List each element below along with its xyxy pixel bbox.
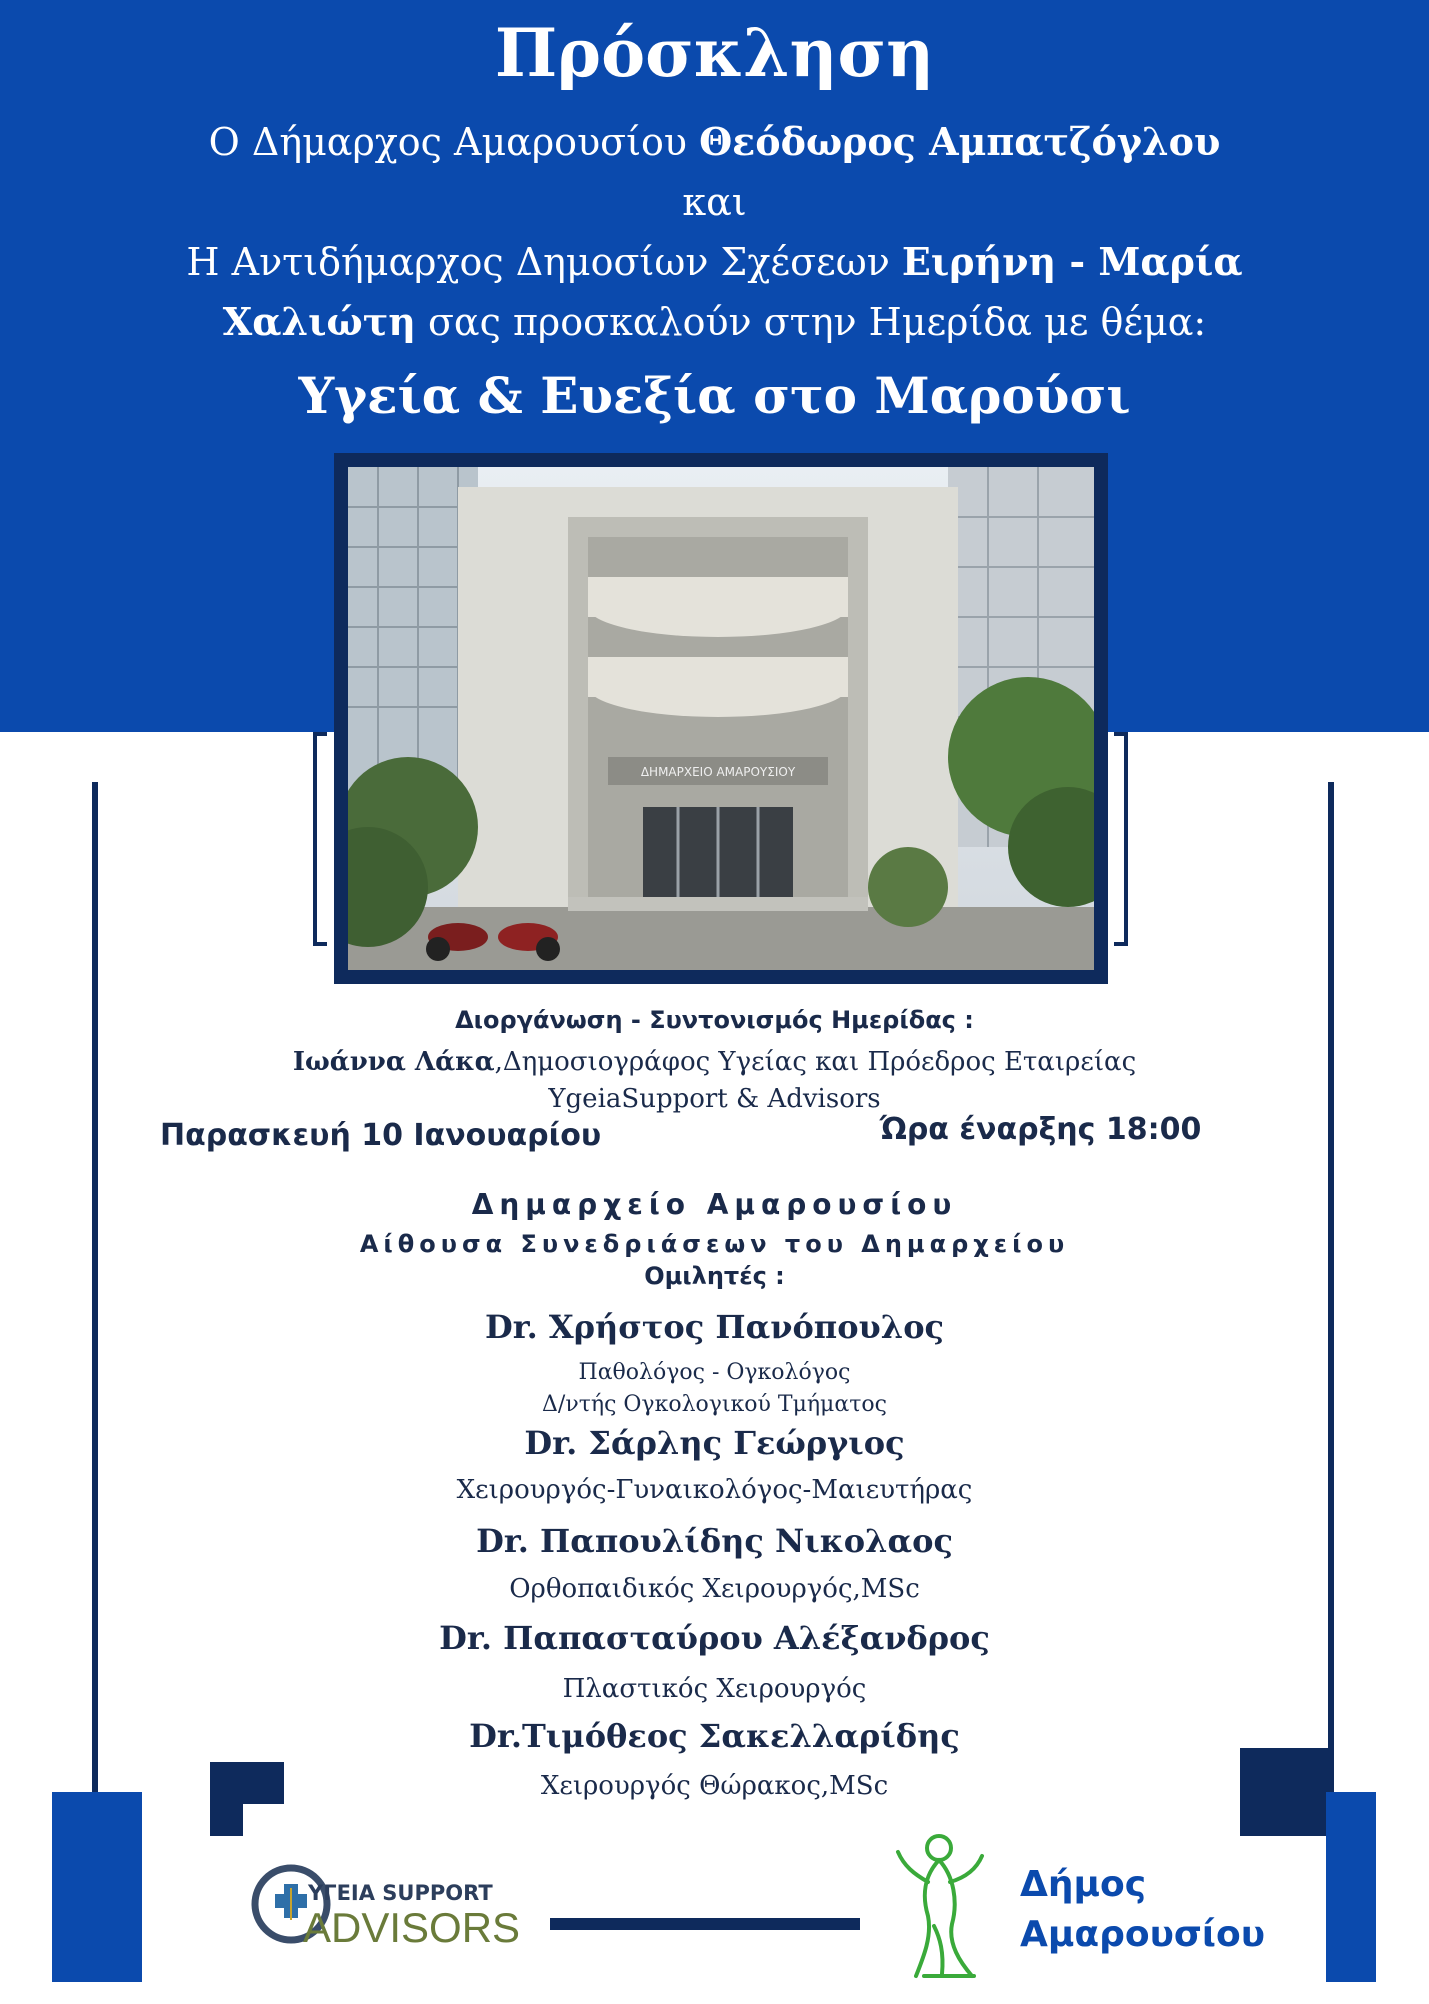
speaker-name: Dr. Παπουλίδης Νικολαος xyxy=(476,1522,953,1560)
speaker-name: Dr. Παπασταύρου Αλέξανδρος xyxy=(439,1619,990,1657)
event-room: Αίθουσα Συνεδριάσεων του Δημαρχείου xyxy=(359,1230,1070,1258)
decor-square-right-navy xyxy=(1240,1748,1332,1836)
speaker-role: Χειρουργός Θώρακος,MSc xyxy=(540,1771,889,1801)
city-hall-photo xyxy=(348,467,1094,970)
municipality-figure-logo xyxy=(884,1826,1004,1984)
municipality-name: Δήμος Αμαρουσίου xyxy=(1020,1864,1266,1955)
speaker-role: Ορθοπαιδικός Χειρουργός,MSc xyxy=(509,1574,920,1604)
logo-text-bottom: ADVISORS xyxy=(303,1904,521,1951)
speaker-name: Dr.Τιμόθεος Σακελλαρίδης xyxy=(469,1717,960,1755)
organization-label: Διοργάνωση - Συντονισμός Ημερίδας : xyxy=(455,1006,974,1034)
event-subject: Υγεία & Ευεξία στο Μαρούσι xyxy=(298,366,1131,425)
decor-square-right-blue xyxy=(1326,1792,1376,1982)
speaker-role-secondary: Δ/ντής Ογκολογικού Τμήματος xyxy=(542,1392,887,1417)
city-hall-photo-frame xyxy=(334,453,1108,984)
speaker-name: Dr. Χρήστος Πανόπουλος xyxy=(484,1308,945,1346)
invitation-intro: Ο Δήμαρχος Αμαρουσίου Θεόδωρος Αμπατζόγλου και Η Αντιδήμαρχος Δημοσίων Σχέσεων Ειρήνη - Μαρία Χαλιώτη σας προσκαλούν στην Ημερίδα με θέμα: xyxy=(186,119,1243,344)
speaker-name: Dr. Σάρλης Γεώργιος xyxy=(524,1424,905,1462)
logo-text-top: ΥΓΕΙΑ SUPPORT xyxy=(308,1881,493,1905)
decor-square-left-blue xyxy=(52,1792,142,1982)
event-time: Ώρα έναρξης 18:00 xyxy=(880,1112,1202,1147)
event-venue: Δημαρχείο Αμαρουσίου xyxy=(471,1188,958,1221)
bottom-divider-bar xyxy=(550,1918,860,1930)
photo-building-sign: ΔΗΜΑΡΧΕΙΟ ΑΜΑΡΟΥΣΙΟΥ xyxy=(640,765,796,779)
photo-outline-right xyxy=(1114,732,1128,946)
event-date: Παρασκευή 10 Ιανουαρίου xyxy=(160,1118,602,1153)
organizer-name: Ιωάννα Λάκα xyxy=(292,1047,495,1077)
organization-details xyxy=(200,1044,1229,1118)
speaker-role: Χειρουργός-Γυναικολόγος-Μαιευτήρας xyxy=(456,1475,973,1505)
ygeia-support-logo xyxy=(243,1804,533,2000)
invitation-title: Πρόσκληση xyxy=(494,14,935,92)
speaker-role: Παθολόγος - Ογκολόγος xyxy=(578,1360,851,1385)
photo-outline-left xyxy=(313,732,327,946)
speakers-label: Ομιλητές : xyxy=(644,1262,785,1290)
organizer-description: ,Δημοσιογράφος Υγείας και Πρόεδρος Εταιρείας YgeiaSupport & Advisors xyxy=(494,1047,1137,1114)
speaker-role: Πλαστικός Χειρουργός xyxy=(562,1674,867,1704)
